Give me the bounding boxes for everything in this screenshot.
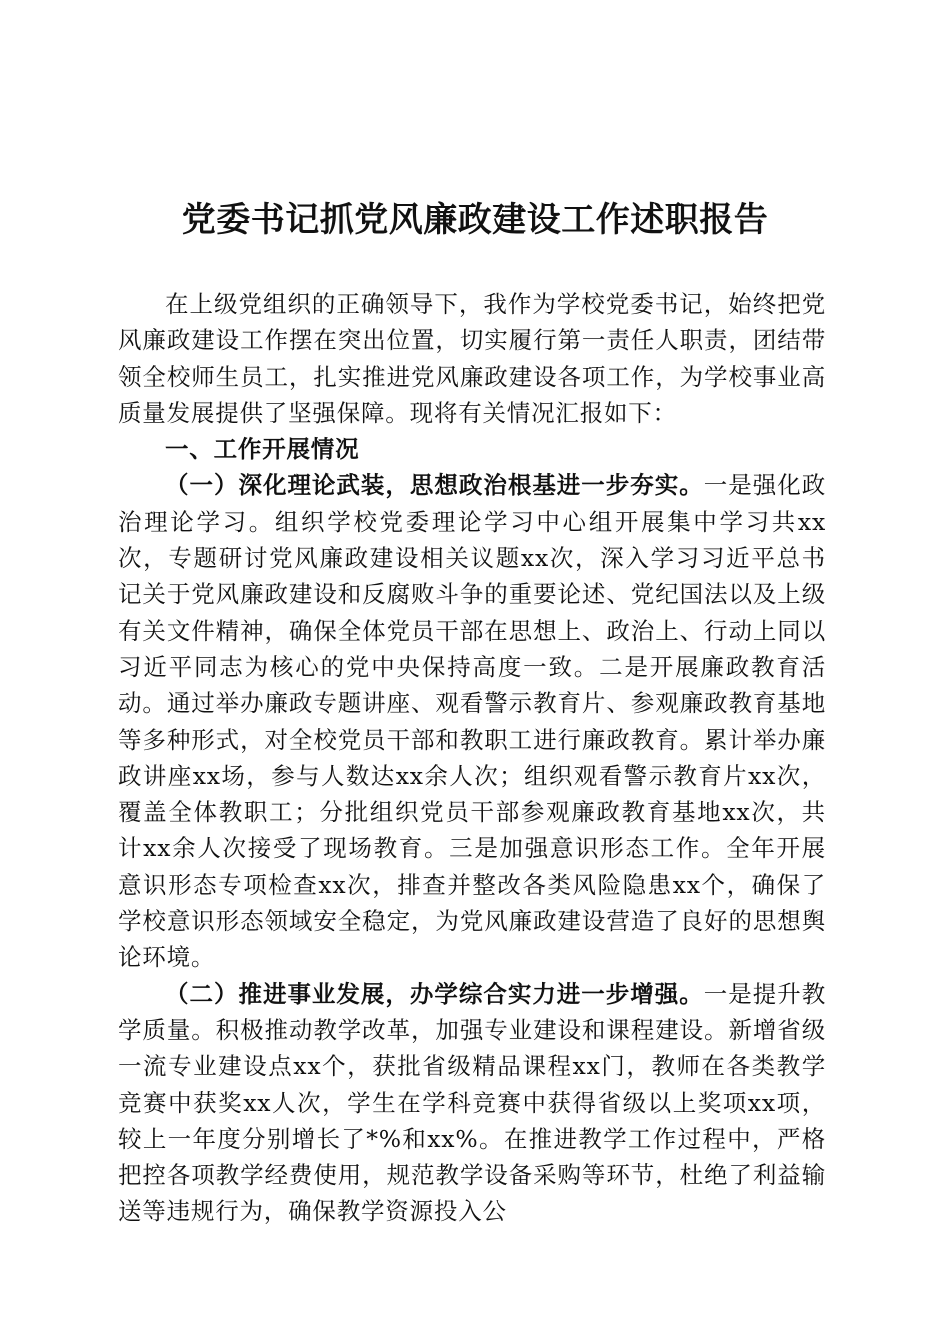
subsection-2-paragraph bbox=[118, 976, 826, 1230]
intro-paragraph: 在上级党组织的正确领导下，我作为学校党委书记，始终把党风廉政建设工作摆在突出位置，切实履行第一责任人职责，团结带领全校师生员工，扎实推进党风廉政建设各项工作，为学校事业高质量发展提供了坚强保障。现将有关情况汇报如下： bbox=[118, 290, 826, 427]
document-body bbox=[118, 286, 826, 1230]
subsection-1-text: 一是强化政治理论学习。组织学校党委理论学习中心组开展集中学习共xx次，专题研讨党风廉政建设相关议题xx次，深入学习习近平总书记关于党风廉政建设和反腐败斗争的重要论述、党纪国法以及上级有关文件精神，确保全体党员干部在思想上、政治上、行动上同以习近平同志为核心的党中央保持高度一致。二是开展廉政教育活动。通过举办廉政专题讲座、观看警示教育片、参观廉政教育基地等多种形式，对全校党员干部和教职工进行廉政教育。累计举办廉政讲座xx场，参与人数达xx余人次；组织观看警示教育片xx次，覆盖全体教职工；分批组织党员干部参观廉政教育基地xx次，共计xx余人次接受了现场教育。三是加强意识形态工作。全年开展意识形态专项检查xx次，排查并整改各类风险隐患xx个，确保了学校意识形态领域安全稳定，为党风廉政建设营造了良好的思想舆论环境。 bbox=[118, 471, 827, 972]
section-heading-1: 一、工作开展情况 bbox=[165, 435, 360, 464]
subsection-1-lead: （一）深化理论武装，思想政治根基进一步夯实。 bbox=[165, 471, 704, 500]
document-title: 党委书记抓党风廉政建设工作述职报告 bbox=[181, 200, 769, 240]
subsection-1-paragraph bbox=[118, 467, 826, 975]
subsection-2-lead: （二）推进事业发展，办学综合实力进一步增强。 bbox=[165, 979, 704, 1008]
subsection-2-text: 一是提升教学质量。积极推动教学改革，加强专业建设和课程建设。新增省级一流专业建设点xx个，获批省级精品课程xx门，教师在各类教学竞赛中获奖xx人次，学生在学科竞赛中获得省级以上奖项xx项，较上一年度分别增长了*%和xx%。在推进教学工作过程中，严格把控各项教学经费使用，规范教学设备采购等环节，杜绝了利益输送等违规行为，确保教学资源投入公 bbox=[118, 979, 827, 1226]
